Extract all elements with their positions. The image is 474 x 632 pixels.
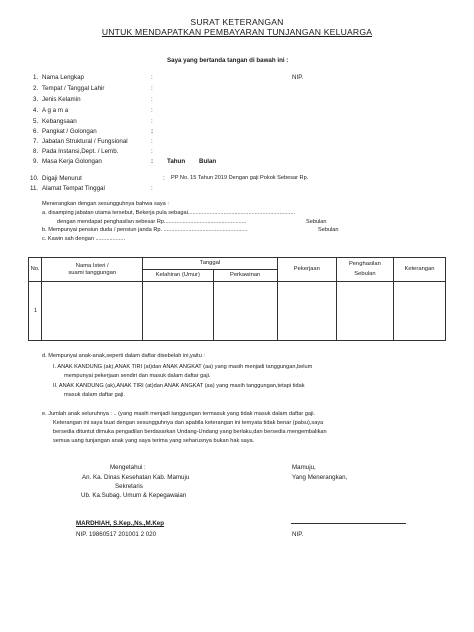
field-no: 6.	[33, 128, 39, 135]
field-no: 7.	[33, 138, 39, 145]
sign-left-nip: NIP. 19860517 201001 2 020	[76, 531, 157, 538]
nip-label: NIP.	[292, 74, 304, 81]
intro-text: Saya yang bertanda tangan di bawah ini :	[167, 57, 289, 64]
digaji-value: PP No. 15 Tahun 2019 Dengan gaji Pokok Sebesar Rp.	[171, 175, 309, 181]
field-colon: :	[151, 118, 153, 125]
section-e-line4: semua uang tunjangan anak yang saya terima yang seharusnya bukan hak saya.	[53, 438, 255, 444]
col-nama-header	[42, 258, 143, 282]
row-kelahiran	[143, 282, 213, 341]
sign-left-line2: Sekretaris	[115, 483, 143, 490]
field-colon: :	[151, 138, 153, 145]
field-colon: :	[151, 96, 153, 103]
field-label: Digaji Menurut	[42, 175, 82, 182]
field-colon: :	[151, 128, 154, 135]
field-label: Jenis Kelamin	[42, 96, 81, 103]
col-nama-header-line1: Nama Isteri /	[75, 262, 109, 269]
section-d-i-line2: mempunyai pekerjaan sendiri dan masuk dalam daftar gaji.	[64, 373, 211, 379]
col-pekerjaan-header: Pekerjaan	[277, 258, 336, 282]
field-no: 10.	[30, 175, 39, 182]
section-e-line1: e. Jumlah anak seluruhnya : .. (yang masih menjadi tanggungan termasuk yang tidak masuk dalam daftar gaji.	[42, 411, 316, 417]
field-no: 2.	[33, 85, 39, 92]
table-row	[29, 282, 446, 341]
col-no-header: No.	[29, 258, 42, 282]
statement-b-line: b. Mempunyai pensiun duda / pensiun janda Rp. ......................................................	[42, 227, 248, 233]
field-no: 8.	[33, 148, 39, 155]
field-colon: :	[163, 175, 165, 182]
field-label: Pangkat / Golongan	[42, 128, 97, 135]
sign-right-heading: Yang Menerangkan,	[292, 474, 348, 481]
field-no: 4.	[33, 107, 39, 114]
field-label: Masa Kerja Golongan	[42, 158, 102, 165]
field-label: Tempat / Tanggal Lahir	[42, 85, 105, 92]
document-title: SURAT KETERANGAN	[190, 17, 284, 27]
field-colon: :	[151, 148, 153, 155]
statement-a-line2: dengan mendapat penghasilan sebesar Rp.....................................................	[57, 219, 247, 225]
field-no: 3.	[33, 96, 39, 103]
field-no: 9.	[33, 158, 39, 165]
field-no: 11.	[30, 185, 39, 192]
row-penghasilan	[336, 282, 393, 341]
sign-left-line1: An. Ka. Dinas Kesehatan Kab. Mamuju	[82, 474, 190, 481]
field-colon: :	[151, 158, 154, 165]
col-perkawinan-header: Perkawinan	[213, 270, 277, 282]
sign-left-name: MARDHIAH, S.Kep.,Ns.,M.Kep	[76, 520, 165, 527]
field-colon: :	[151, 107, 153, 114]
statement-a-line1: a. disamping jabatan utama tersebut, Bekerja pula sebagai.....................................................................	[42, 210, 296, 216]
sign-right-nip: NIP.	[292, 531, 304, 538]
col-keterangan-header: Keterangan	[393, 258, 445, 282]
col-penghasilan-header-line2: Sebulan	[354, 271, 376, 277]
statement-a-sebulan: Sebulan	[306, 219, 327, 225]
row-nama	[42, 282, 143, 341]
field-colon: :	[151, 185, 153, 192]
section-d-ii-line1: II. ANAK KANDUNG (ak),ANAK TIRI (at)dan ANAK ANGKAT (aa) yang masih tanggungan,tetapi tidak	[53, 383, 305, 389]
section-e-line3: bersedia dituntut dimuka pengadilan berdasarkan Undang-Undang yang berlaku,dan bersedia mengembalikan	[53, 429, 327, 435]
field-label: Nama Lengkap	[42, 74, 84, 81]
row-no: 1	[29, 282, 42, 341]
row-perkawinan	[213, 282, 277, 341]
col-penghasilan-header-line1: Penghasilan	[348, 261, 381, 267]
section-d-intro: d. Mempunyai anak-anak,seperti dalam daftar disebelah ini,yaitu :	[42, 353, 205, 359]
row-keterangan	[393, 282, 445, 341]
sign-right-place: Mamuju,	[292, 464, 316, 471]
field-label: Jabatan Struktural / Fungsional	[42, 138, 128, 145]
document-subtitle: UNTUK MENDAPATKAN PEMBAYARAN TUNJANGAN KELUARGA	[101, 27, 373, 37]
field-label: A g a m a	[42, 107, 69, 114]
statement-intro: Menerangkan dengan sesungguhnya bahwa saya :	[42, 201, 169, 207]
field-label: Alamat Tempat Tinggal	[42, 185, 105, 192]
statement-b-sebulan: Sebulan	[318, 227, 339, 233]
masa-kerja-tahun: Tahun	[167, 158, 186, 165]
sign-left-line3: Ub. Ka.Subag. Umum & Kepegawaian	[81, 492, 187, 499]
field-colon: :	[151, 74, 153, 81]
field-no: 5.	[33, 118, 39, 125]
section-d-ii-line2: masuk dalam daftar gaji.	[64, 392, 125, 398]
sign-right-line	[291, 523, 406, 524]
section-e-line2: Keterangan ini saya buat dengan sesungguhnya dan apabila keterangan ini ternyata tidak benar (palsu),saya	[53, 420, 324, 426]
field-colon: :	[151, 85, 153, 92]
dependents-table	[28, 257, 446, 341]
field-label: Pada Instansi,Dept. / Lemb.	[42, 148, 119, 155]
field-no: 1.	[33, 74, 39, 81]
statement-c-line: c. Kawin sah dengan ...................	[42, 236, 126, 242]
col-penghasilan-header	[336, 258, 393, 282]
col-kelahiran-header: Kelahiran (Umur)	[143, 270, 213, 282]
section-d-i-line1: I. ANAK KANDUNG (ak),ANAK TIRI (at)dan ANAK ANGKAT (aa) yang masih menjadi tanggungan,belum	[53, 364, 313, 370]
masa-kerja-bulan: Bulan	[199, 158, 217, 165]
field-label: Kebangsaan	[42, 118, 77, 125]
row-pekerjaan	[277, 282, 336, 341]
sign-left-heading: Mengetahui :	[110, 464, 146, 471]
col-nama-header-line2: suami tanggungan	[68, 269, 117, 276]
col-tanggal-header: Tanggal	[143, 258, 278, 270]
